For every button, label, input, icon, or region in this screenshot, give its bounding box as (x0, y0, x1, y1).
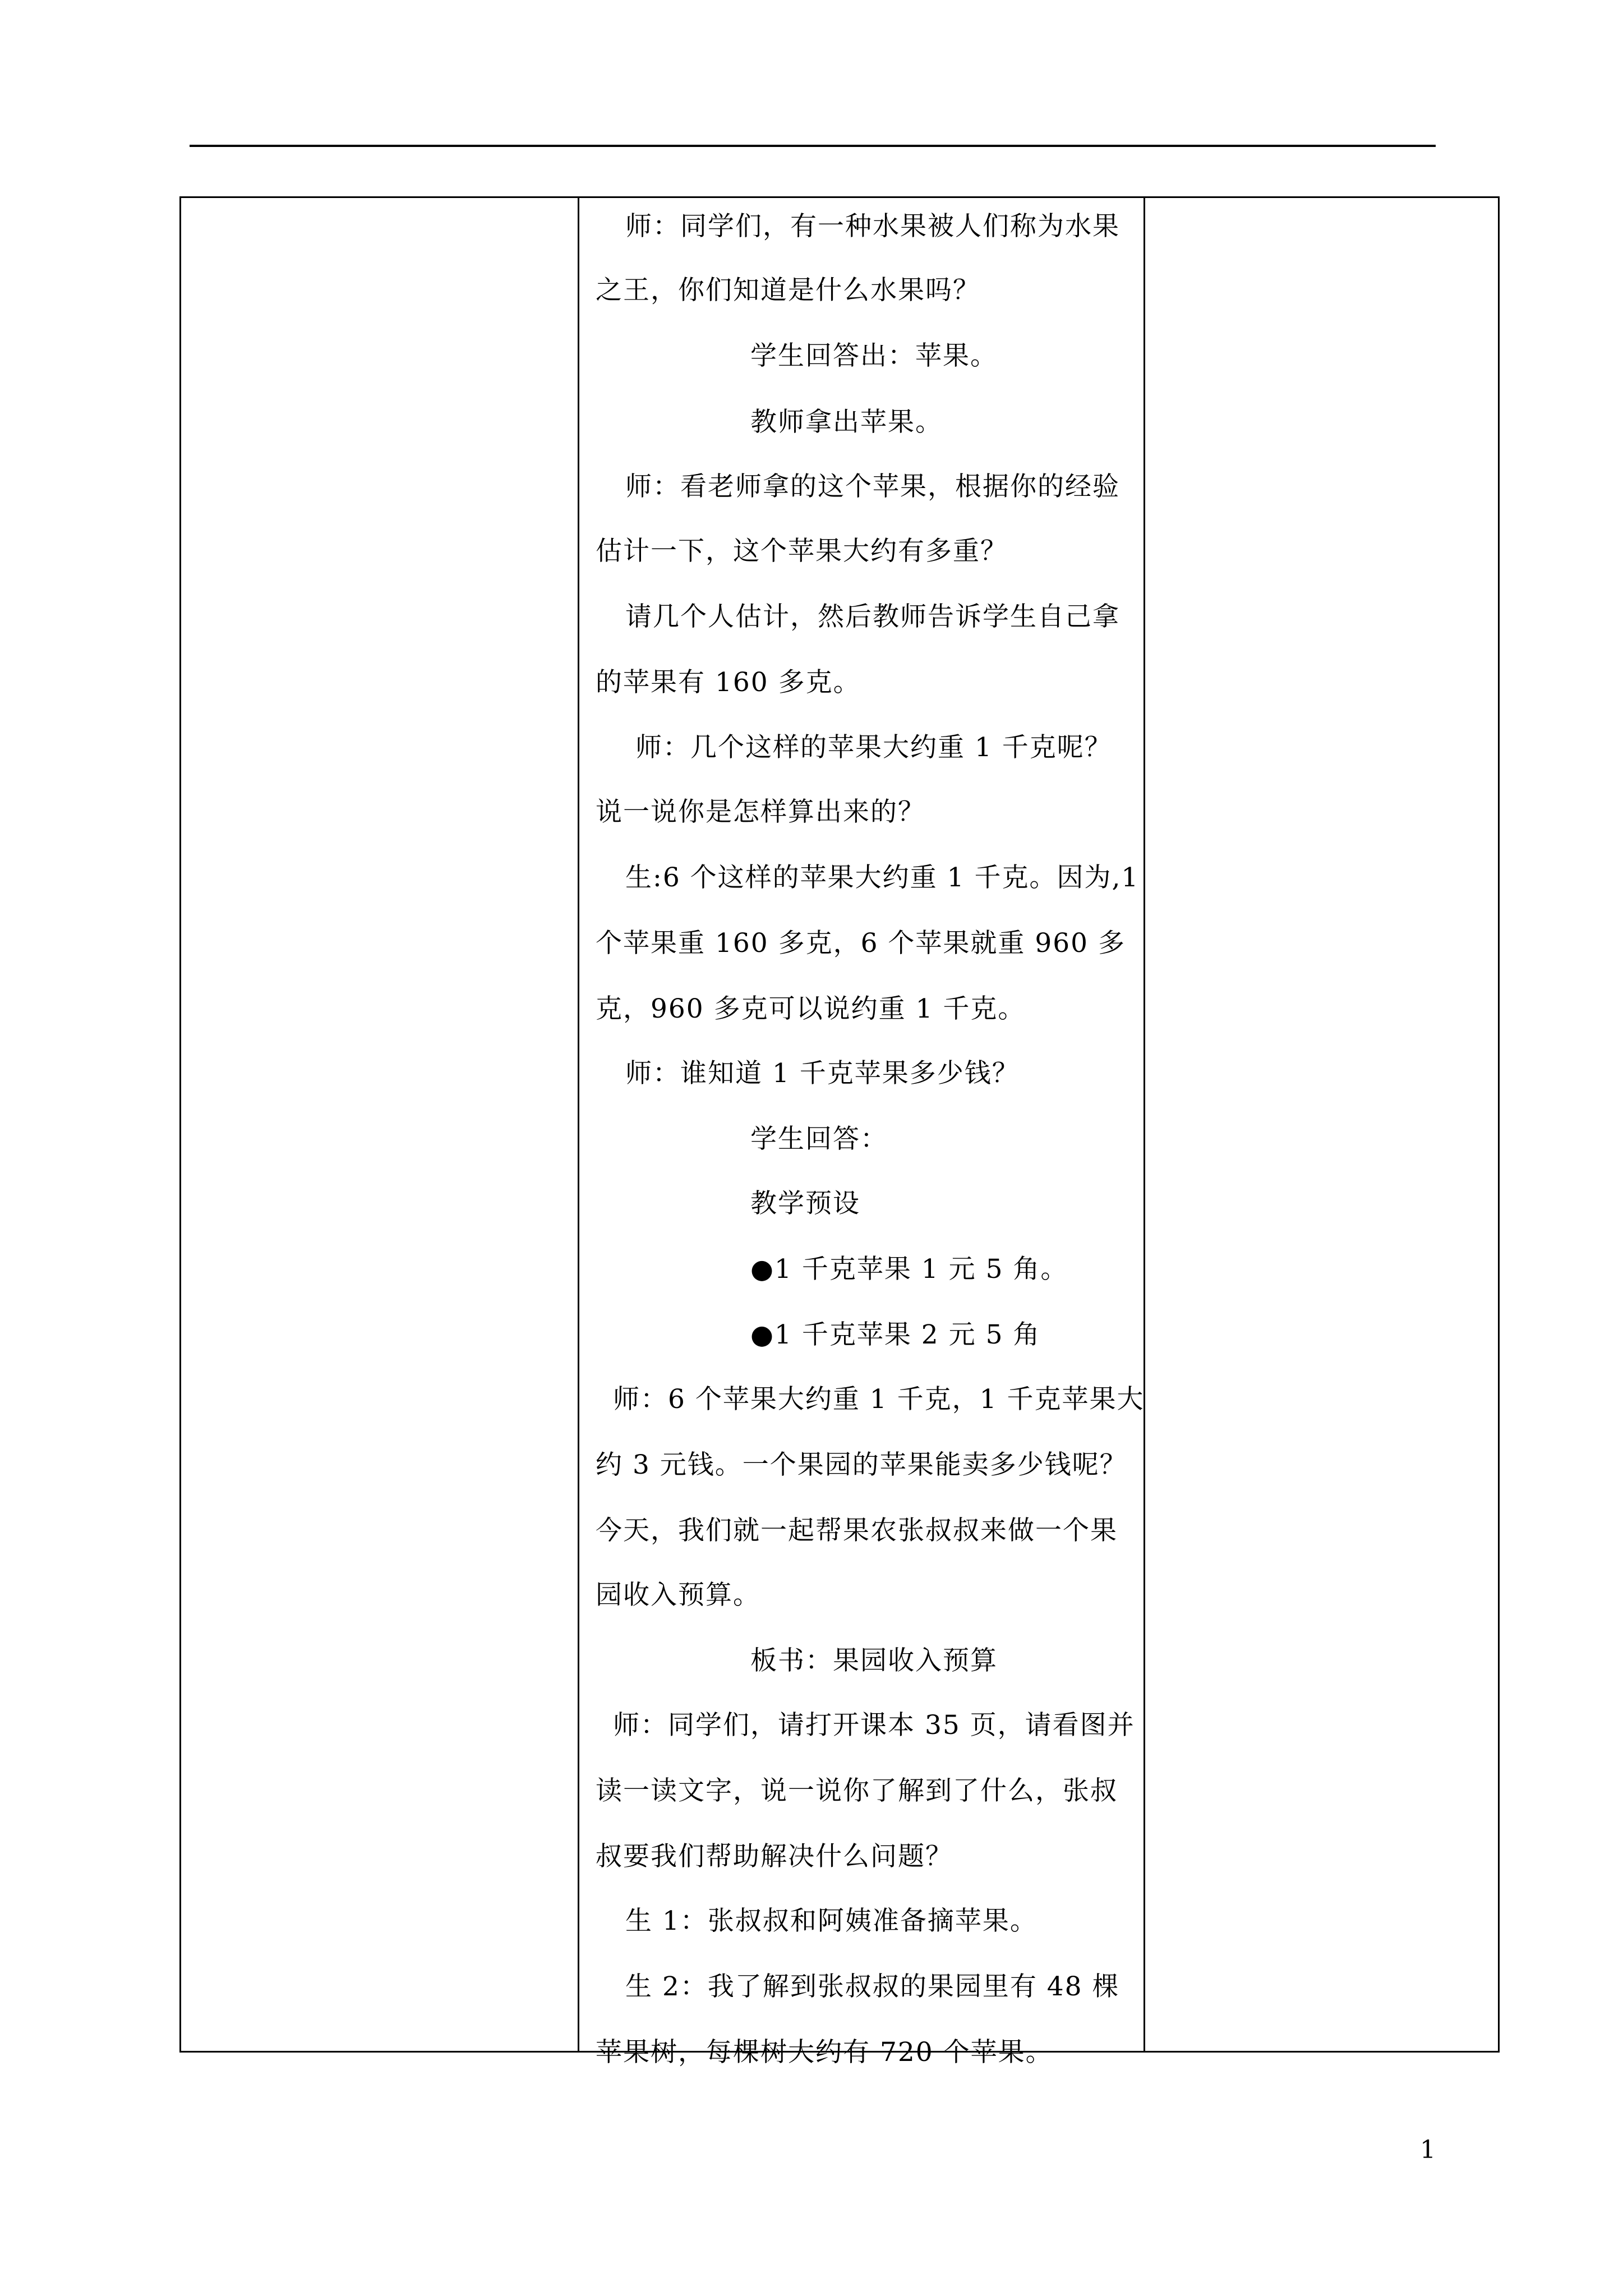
table-row (181, 197, 1499, 2052)
lesson-line: 板书：果园收入预算 (750, 1645, 998, 1676)
teaching-process-cell (579, 197, 1145, 2068)
header-rule (190, 145, 1436, 147)
lesson-line: 苹果树，每棵树大约有 720 个苹果。 (596, 2037, 1053, 2068)
lesson-line: 师：同学们，有一种水果被人们称为水果 (625, 211, 1120, 242)
lesson-line: 说一说你是怎样算出来的？ (596, 797, 925, 827)
lesson-line: 的苹果有 160 多克。 (596, 667, 861, 698)
lesson-line: 生 2：我了解到张叔叔的果园里有 48 棵 (625, 1971, 1120, 2002)
lesson-line: 师：谁知道 1 千克苹果多少钱？ (625, 1058, 1020, 1089)
lesson-line: 读一读文字，说一说你了解到了什么，张叔 (596, 1775, 1118, 1806)
lesson-line: 师：几个这样的苹果大约重 1 千克呢？ (635, 732, 1112, 763)
lesson-line: 克，960 多克可以说约重 1 千克。 (596, 993, 1026, 1024)
lesson-line: ●1 千克苹果 2 元 5 角 (750, 1319, 1041, 1350)
lesson-line: 请几个人估计，然后教师告诉学生自己拿 (625, 601, 1120, 632)
lesson-line: 今天，我们就一起帮果农张叔叔来做一个果 (596, 1515, 1118, 1546)
right-column-cell (1145, 197, 1499, 2052)
lesson-line: 估计一下，这个苹果大约有多重？ (596, 536, 1008, 567)
lesson-line: 生:6 个这样的苹果大约重 1 千克。因为,1 (625, 862, 1140, 893)
lesson-line: 教学预设 (750, 1188, 860, 1219)
lesson-line: 学生回答出：苹果。 (750, 341, 998, 371)
lesson-line: ●1 千克苹果 1 元 5 角。 (750, 1254, 1068, 1285)
left-column-cell (181, 197, 579, 2052)
lesson-line: 生 1：张叔叔和阿姨准备摘苹果。 (625, 1906, 1038, 1936)
lesson-line: 学生回答： (750, 1124, 888, 1154)
lesson-line: 叔要我们帮助解决什么问题？ (596, 1841, 953, 1872)
lesson-line: 师：6 个苹果大约重 1 千克，1 千克苹果大 (613, 1384, 1145, 1415)
lesson-plan-table (179, 196, 1500, 2068)
lesson-line: 教师拿出苹果。 (750, 407, 943, 438)
lesson-line: 师：看老师拿的这个苹果，根据你的经验 (625, 471, 1120, 502)
lesson-line: 约 3 元钱。一个果园的苹果能卖多少钱呢？ (596, 1450, 1127, 1480)
lesson-line: 之王，你们知道是什么水果吗？ (596, 275, 980, 306)
lesson-line: 师：同学们，请打开课本 35 页，请看图并 (613, 1710, 1135, 1741)
lesson-line: 园收入预算。 (596, 1580, 760, 1611)
lesson-line: 个苹果重 160 多克，6 个苹果就重 960 多 (596, 928, 1126, 959)
page-number: 1 (1420, 2136, 1436, 2164)
